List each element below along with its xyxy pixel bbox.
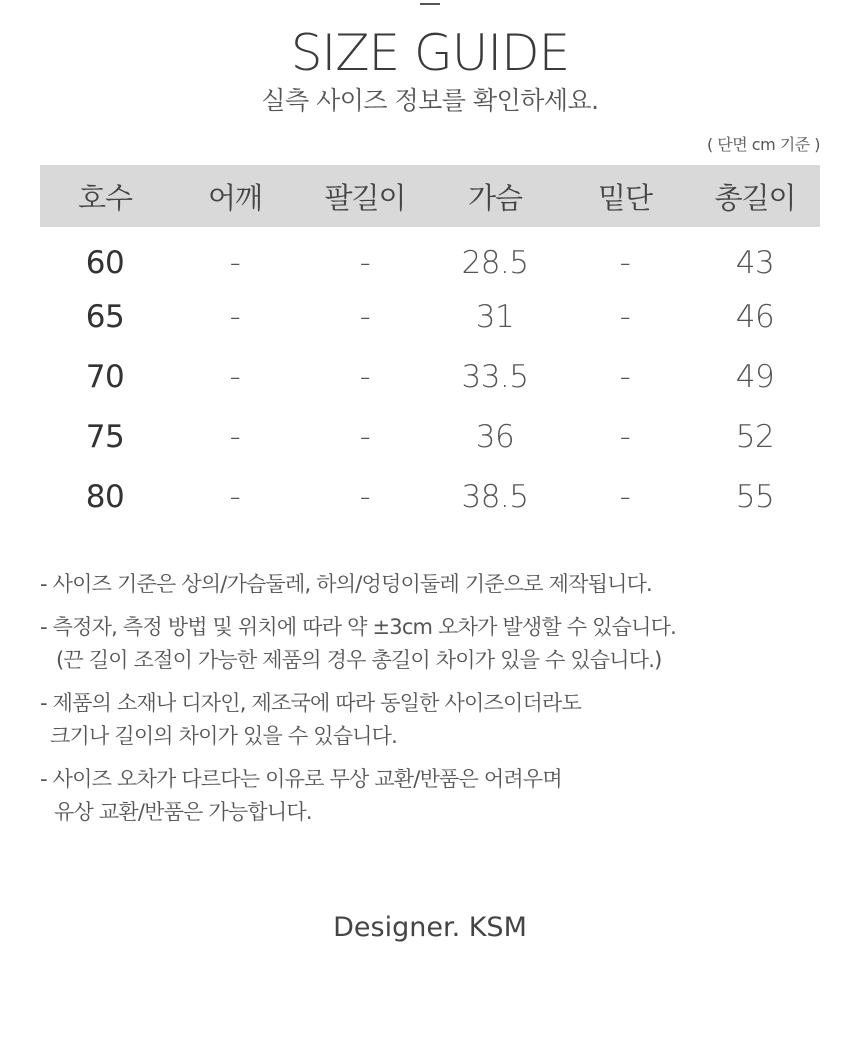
header-chest: 가슴 — [467, 180, 523, 215]
note-line: - 측정자, 측정 방법 및 위치에 따라 약 ±3cm 오차가 발생할 수 있습니다. — [40, 615, 676, 639]
page-title: SIZE GUIDE — [290, 24, 570, 82]
note-item — [40, 687, 830, 753]
table-cell: 43 — [735, 245, 775, 281]
table-cell: - — [619, 359, 631, 395]
header-length: 총길이 — [714, 180, 796, 215]
header-hem: 밑단 — [597, 180, 653, 215]
table-cell: - — [229, 479, 241, 515]
note-item — [40, 568, 830, 601]
table-cell: - — [359, 419, 371, 455]
note-line: - 사이즈 기준은 상의/가슴둘레, 하의/엉덩이둘레 기준으로 제작됩니다. — [40, 572, 652, 596]
table-cell: - — [229, 299, 241, 335]
note-line: - 제품의 소재나 디자인, 제조국에 따라 동일한 사이즈이더라도 — [40, 691, 581, 715]
table-cell: 38.5 — [461, 479, 529, 515]
note-item — [40, 611, 830, 677]
header-sleeve: 팔길이 — [324, 180, 406, 215]
header-shoulder: 어깨 — [207, 180, 263, 215]
unit-note: ( 단면 cm 기준 ) — [706, 135, 820, 154]
table-row — [40, 407, 820, 467]
table-cell: - — [619, 479, 631, 515]
table-cell: - — [359, 299, 371, 335]
note-line: 크기나 길이의 차이가 있을 수 있습니다. — [50, 724, 398, 748]
note-line: (끈 길이 조절이 가능한 제품의 경우 총길이 차이가 있을 수 있습니다.) — [56, 648, 662, 672]
table-cell: - — [359, 245, 371, 281]
table-cell: - — [229, 359, 241, 395]
table-cell: 36 — [475, 419, 515, 455]
table-cell: - — [229, 419, 241, 455]
top-divider — [420, 3, 440, 5]
table-row — [40, 347, 820, 407]
note-item — [40, 763, 830, 829]
table-cell: 65 — [85, 299, 125, 335]
designer-credit: Designer. KSM — [333, 912, 527, 943]
table-cell: - — [229, 245, 241, 281]
table-cell: 33.5 — [461, 359, 529, 395]
table-cell: 60 — [85, 245, 125, 281]
table-cell: - — [619, 299, 631, 335]
note-line: - 사이즈 오차가 다르다는 이유로 무상 교환/반품은 어려우며 — [40, 767, 562, 791]
table-cell: - — [359, 359, 371, 395]
table-cell: - — [619, 419, 631, 455]
note-line: 유상 교환/반품은 가능합니다. — [54, 800, 312, 824]
table-cell: - — [359, 479, 371, 515]
table-cell: 70 — [85, 359, 125, 395]
size-notes — [40, 568, 830, 839]
header-size: 호수 — [77, 180, 133, 215]
table-cell: - — [619, 245, 631, 281]
table-row — [40, 227, 820, 287]
table-header-row — [40, 165, 820, 227]
table-cell: 55 — [735, 479, 775, 515]
table-cell: 75 — [85, 419, 125, 455]
table-row — [40, 287, 820, 347]
size-table — [40, 165, 820, 527]
table-cell: 31 — [475, 299, 515, 335]
table-cell: 80 — [85, 479, 125, 515]
page-subtitle: 실측 사이즈 정보를 확인하세요. — [261, 86, 599, 115]
table-cell: 46 — [735, 299, 775, 335]
table-cell: 28.5 — [461, 245, 529, 281]
table-cell: 52 — [735, 419, 775, 455]
table-row — [40, 467, 820, 527]
table-cell: 49 — [735, 359, 775, 395]
